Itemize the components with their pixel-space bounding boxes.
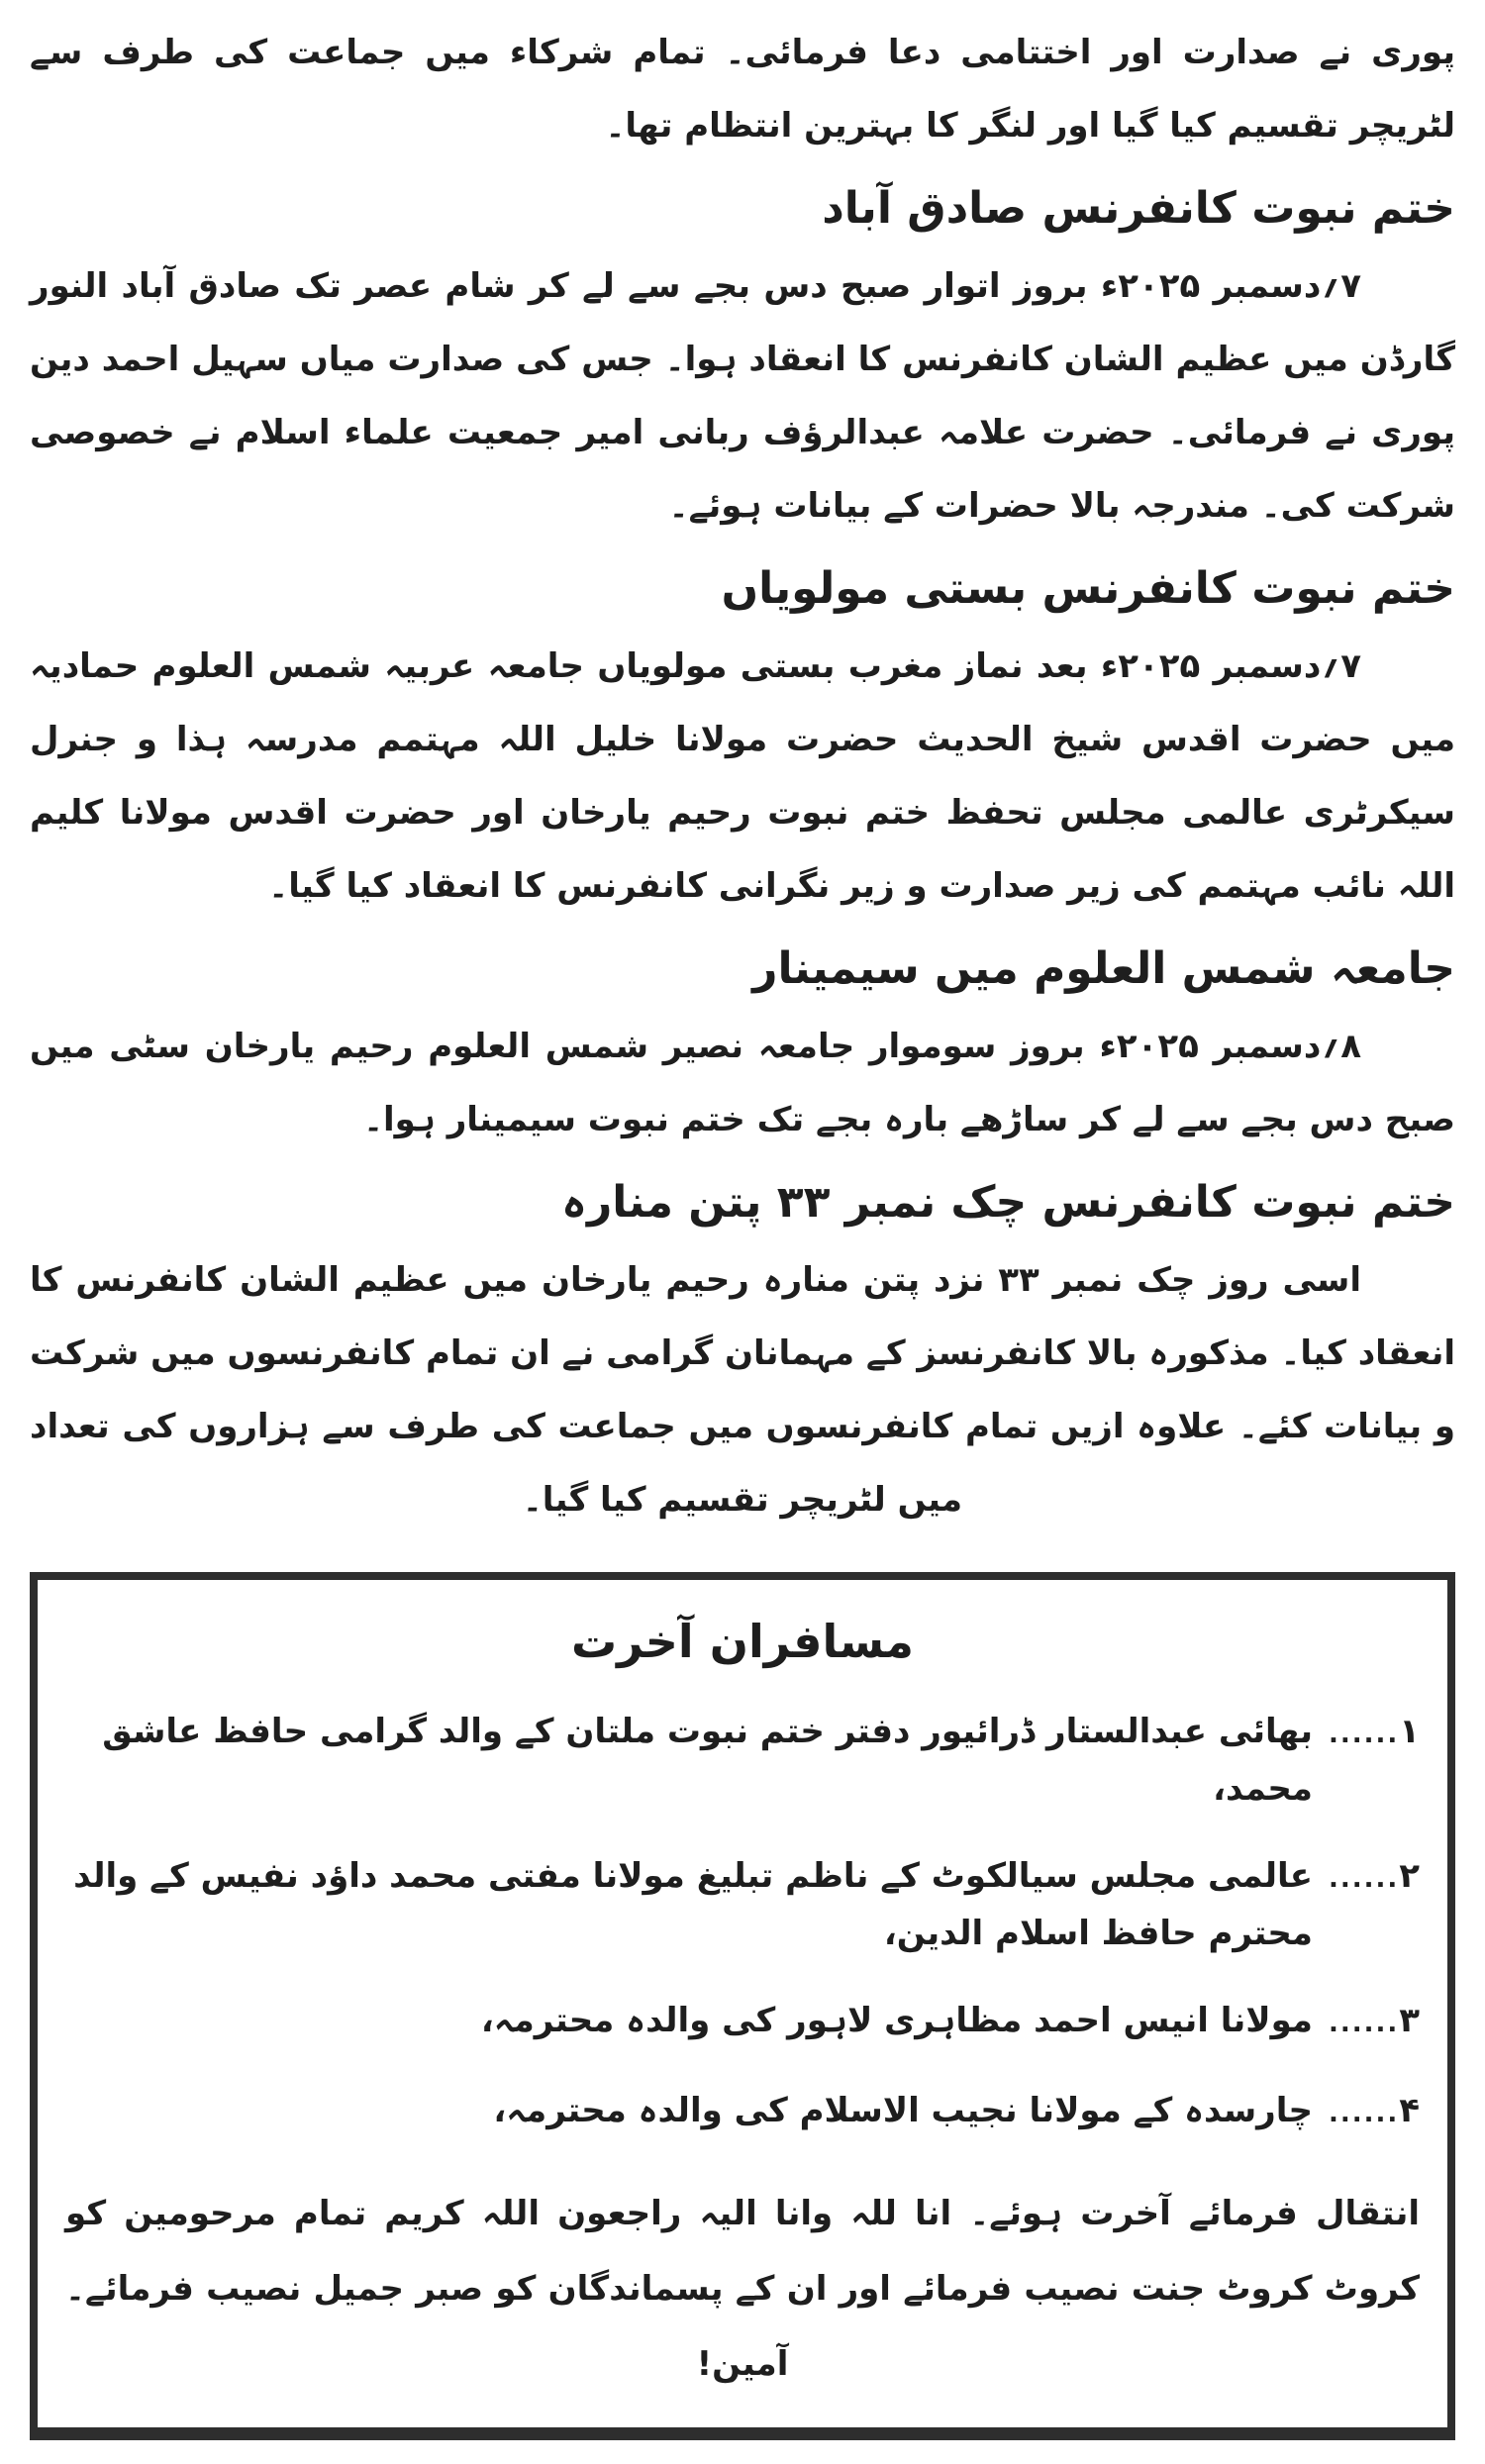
obituary-item-number: ۴	[1399, 2091, 1420, 2130]
obituary-item-marker	[1329, 2082, 1420, 2142]
obituary-item-marker	[1329, 1847, 1420, 1908]
obituary-item	[65, 1992, 1420, 2052]
obituary-closing-dua: انتقال فرمائے آخرت ہوئے۔ انا للہ وانا الیہ راجعون اللہ کریم تمام مرحومین کو کروٹ کروٹ جنت نصیب فرمائے اور ان کے پسماندگان کو صبر جمیل نصیب فرمائے۔ آمین!	[65, 2194, 1420, 2384]
obituary-item-marker	[1329, 1703, 1420, 1763]
section-heading-chak-33-pattan-minara-conference: ختم نبوت کانفرنس چک نمبر ۳۳ پتن منارہ	[561, 1177, 1455, 1228]
obituary-box	[30, 1572, 1455, 2440]
obituary-item-text: چارسدہ کے مولانا نجیب الاسلام کی والدہ محترمہ،	[493, 2091, 1313, 2130]
obituary-item-dots: ......	[1328, 2099, 1400, 2128]
obituary-item-dots: ......	[1328, 2009, 1400, 2038]
obituary-item-text: عالمی مجلس سیالکوٹ کے ناظم تبلیغ مولانا مفتی محمد داؤد نفیس کے والد محترم حافظ اسلام الدین،	[73, 1856, 1313, 1953]
obituary-item-dots: ......	[1328, 1864, 1400, 1894]
obituary-item-text: مولانا انیس احمد مظاہری لاہور کی والدہ محترمہ،	[480, 2001, 1313, 2040]
section-body-sadiqabad-conference: ۷؍دسمبر ۲۰۲۵ء بروز اتوار صبح دس بجے سے لے کر شام عصر تک صادق آباد النور گارڈن میں عظیم الشان کانفرنس کا انعقاد ہوا۔ جس کی صدارت میاں سہیل احمد دین پوری نے فرمائی۔ حضرت علامہ عبدالرؤف ربانی امیر جمعیت علماء اسلام نے خصوصی شرکت کی۔ مندرجہ بالا حضرات کے بیانات ہوئے۔	[30, 266, 1455, 526]
obituary-item	[65, 1703, 1420, 1818]
obituary-item-dots: ......	[1328, 1720, 1400, 1749]
obituary-item	[65, 2082, 1420, 2142]
intro-paragraph: پوری نے صدارت اور اختتامی دعا فرمائی۔ تمام شرکاء میں جماعت کی طرف سے لٹریچر تقسیم کیا گیا اور لنگر کا بہترین انتظام تھا۔	[30, 33, 1455, 146]
section-body-jamia-shams-ul-uloom-seminar: ۸؍دسمبر ۲۰۲۵ء بروز سوموار جامعہ نصیر شمس العلوم رحیم یارخان سٹی میں صبح دس بجے سے لے کر ساڑھے بارہ بجے تک ختم نبوت سیمینار ہوا۔	[30, 1027, 1455, 1139]
section-body-chak-33-pattan-minara-conference: اسی روز چک نمبر ۳۳ نزد پتن منارہ رحیم یارخان میں عظیم الشان کانفرنس کا انعقاد کیا۔ مذکورہ بالا کانفرنسز کے مہمانان گرامی نے ان تمام کانفرنسوں میں شرکت و بیانات کئے۔ علاوہ ازیں تمام کانفرنسوں میں جماعت کی طرف سے ہزاروں کی تعداد میں لٹریچر تقسیم کیا گیا۔	[29, 1260, 1455, 1520]
obituary-item-number: ۲	[1399, 1856, 1420, 1896]
obituary-box-heading: مسافران آخرت	[570, 1615, 915, 1668]
section-body-basti-maulvian-conference: ۷؍دسمبر ۲۰۲۵ء بعد نماز مغرب بستی مولویاں جامعہ عربیہ شمس العلوم حمادیہ میں حضرت اقدس شیخ الحدیث حضرت مولانا خلیل اللہ مہتمم مدرسہ ہذا و جنرل سیکرٹری عالمی مجلس تحفظ ختم نبوت رحیم یارخان اور حضرت اقدس مولانا کلیم اللہ نائب مہتمم کی زیر صدارت و زیر نگرانی کانفرنس کا انعقاد کیا گیا۔	[30, 646, 1455, 906]
section-heading-sadiqabad-conference: ختم نبوت کانفرنس صادق آباد	[822, 183, 1455, 234]
obituary-item-number: ۱	[1399, 1712, 1420, 1751]
obituary-item	[65, 1847, 1420, 1962]
obituary-item-number: ۳	[1399, 2001, 1420, 2040]
section-heading-basti-maulvian-conference: ختم نبوت کانفرنس بستی مولویاں	[721, 563, 1455, 614]
section-heading-jamia-shams-ul-uloom-seminar: جامعہ شمس العلوم میں سیمینار	[752, 943, 1455, 994]
obituary-item-marker	[1329, 1992, 1420, 2052]
obituary-item-text: بھائی عبدالستار ڈرائیور دفتر ختم نبوت ملتان کے والد گرامی حافظ عاشق محمد،	[102, 1712, 1313, 1809]
